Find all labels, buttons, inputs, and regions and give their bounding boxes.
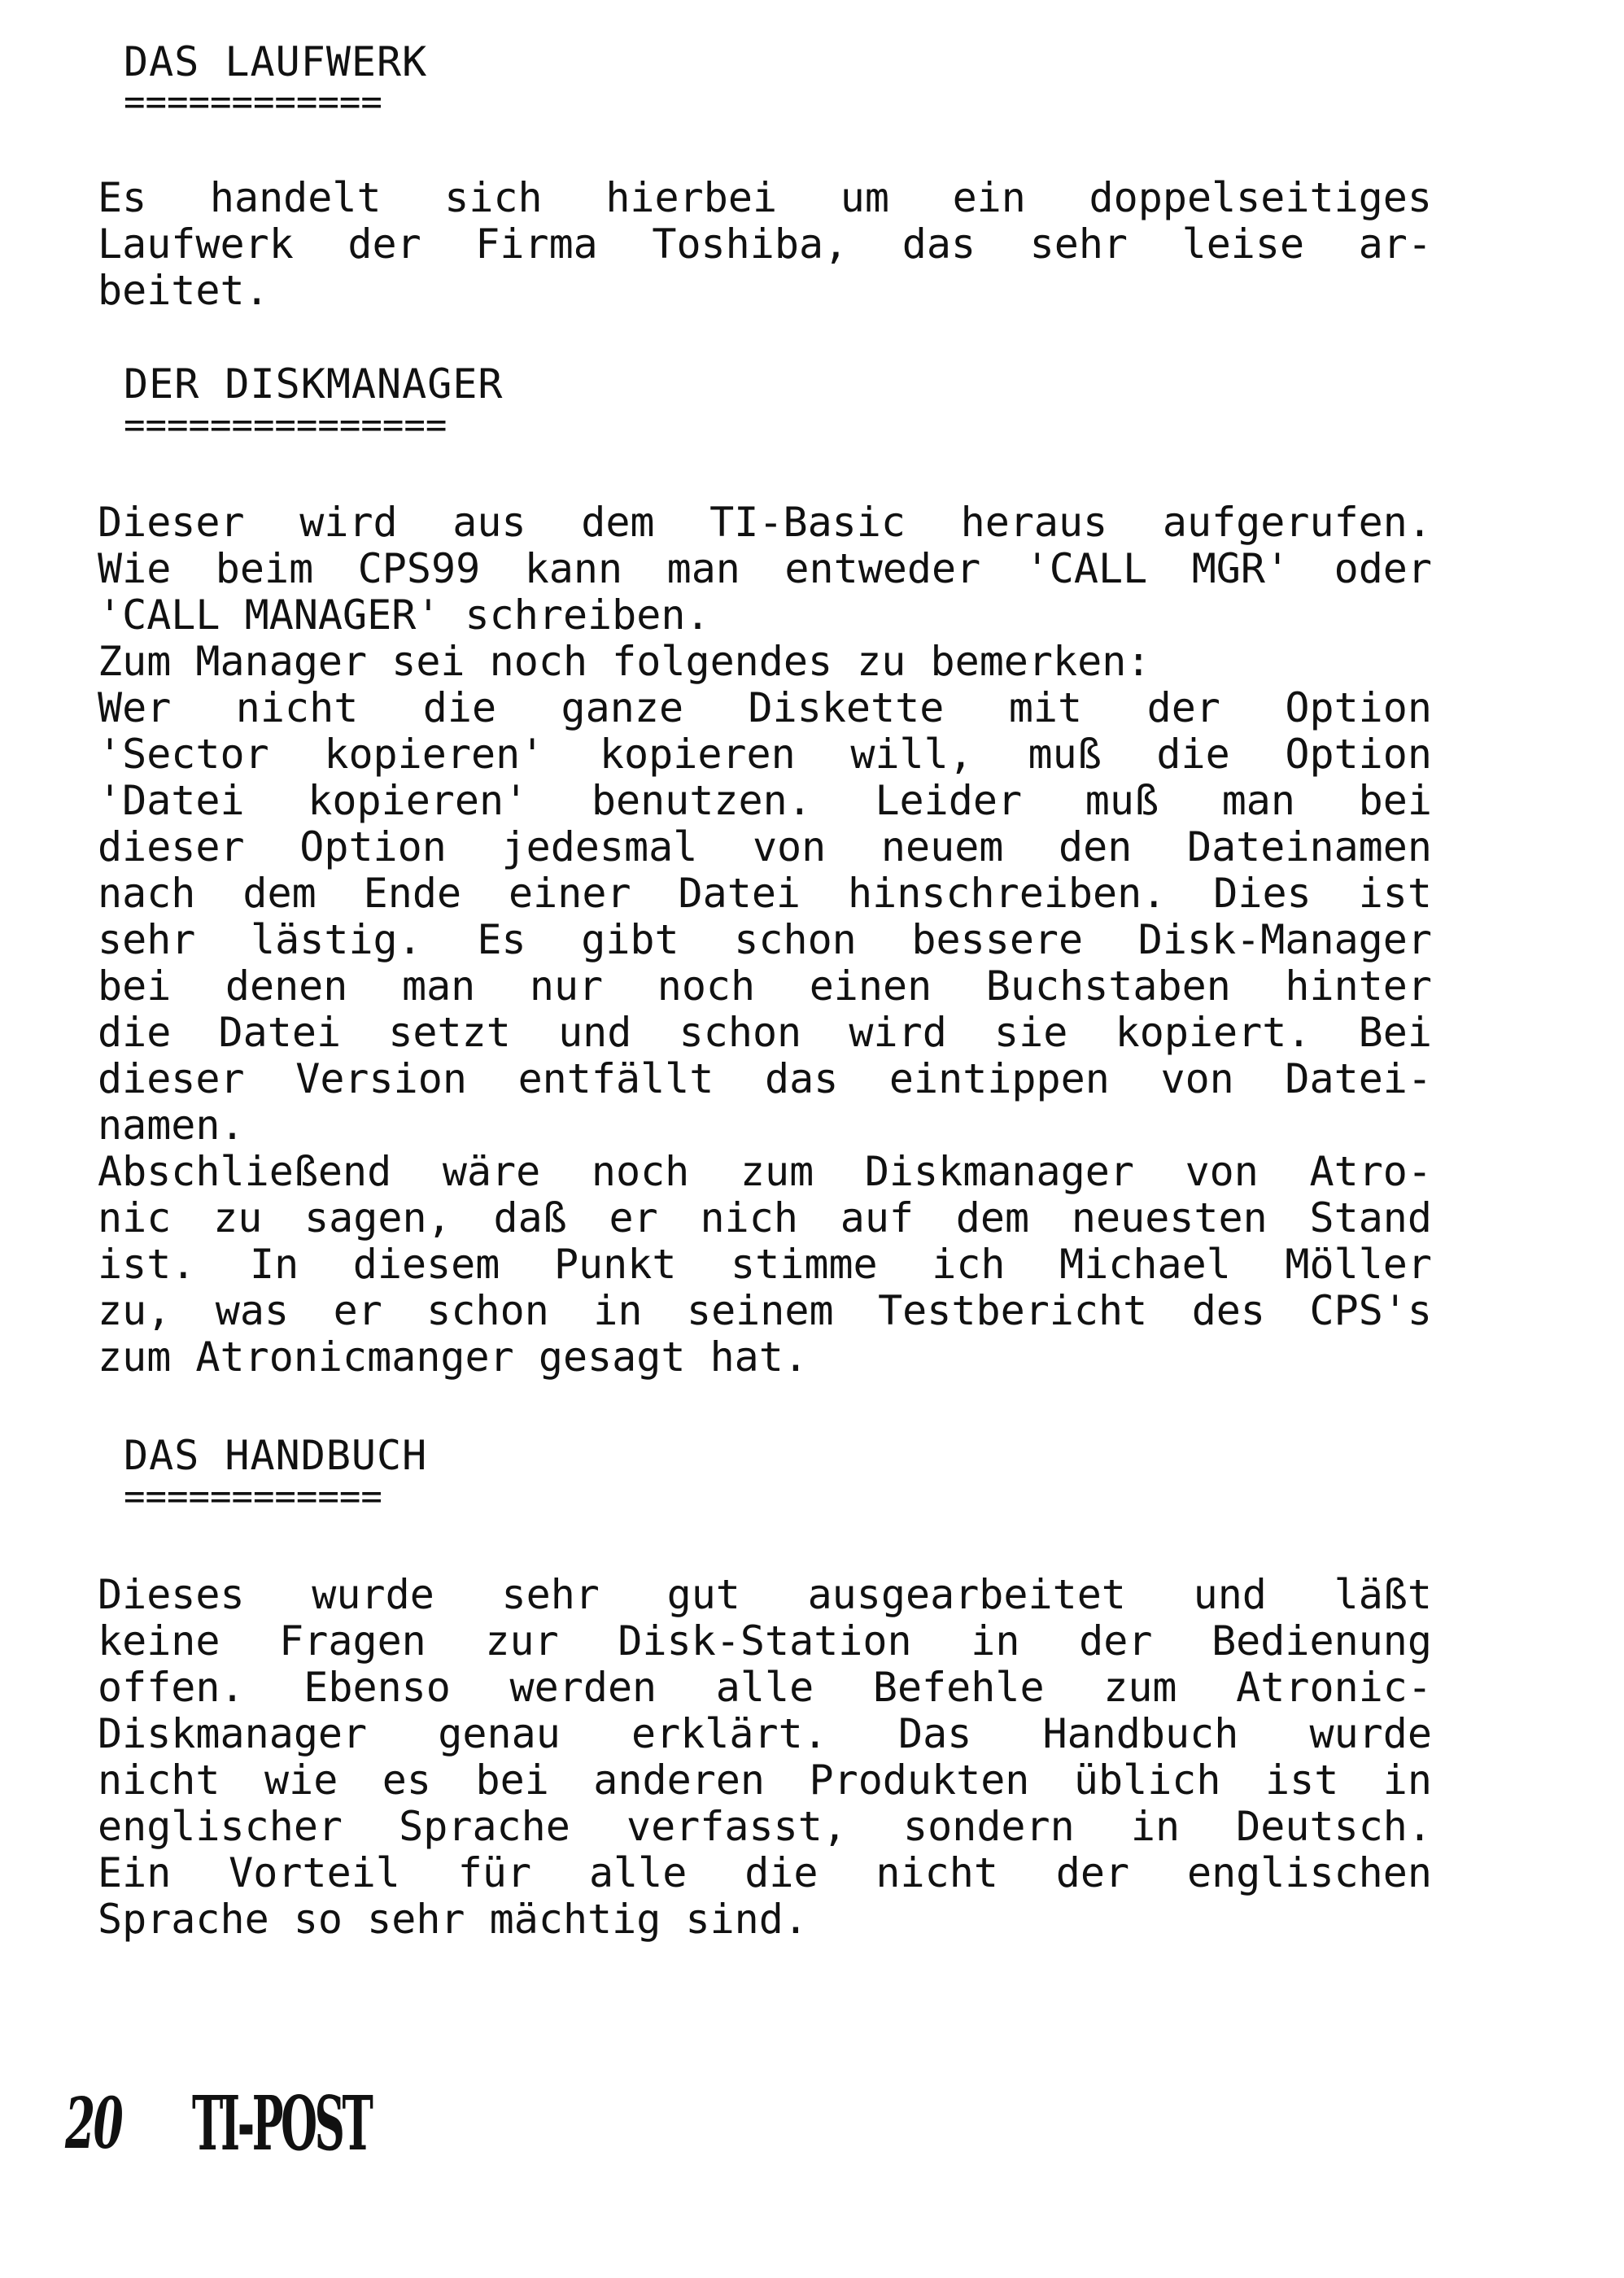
text-line: englischer Sprache verfasst, sondern in Deutsch. [98,1803,1432,1850]
text-line: 'Sector kopieren' kopieren will, muß die Option [98,731,1432,778]
heading-underline: ============ [124,1476,382,1517]
text-line: Es handelt sich hierbei um ein doppelseitiges [98,174,1432,221]
text-line: Diskmanager genau erklärt. Das Handbuch wurde [98,1710,1432,1757]
text-line: beitet. [98,267,269,314]
text-line: offen. Ebenso werden alle Befehle zum Atronic- [98,1664,1432,1711]
text-line: dieser Option jedesmal von neuem den Dateinamen [98,823,1432,871]
text-line: nach dem Ende einer Datei hinschreiben. Dies ist [98,870,1432,917]
text-line: Laufwerk der Firma Toshiba, das sehr leise ar- [98,220,1432,268]
text-line: Zum Manager sei noch folgendes zu bemerken: [98,638,1151,685]
text-line: Sprache so sehr mächtig sind. [98,1896,808,1943]
text-line: nicht wie es bei anderen Produkten üblich ist in [98,1757,1432,1804]
section-heading-diskmanager: DER DISKMANAGER [124,360,504,408]
page-number: 20 [65,2083,122,2165]
paragraph-diskmanager [98,500,1432,1381]
paragraph-laufwerk [98,175,1432,314]
heading-underline: ============ [124,81,382,123]
paragraph-handbuch [98,1572,1432,1943]
text-line: nic zu sagen, daß er nich auf dem neuesten Stand [98,1194,1432,1242]
section-heading-handbuch: DAS HANDBUCH [124,1432,428,1479]
heading-underline: =============== [124,404,447,446]
magazine-title: TI-POST [192,2079,371,2167]
text-line: keine Fragen zur Disk-Station in der Bedienung [98,1617,1432,1665]
text-line: Wie beim CPS99 kann man entweder 'CALL MGR' oder [98,545,1432,592]
text-line: zu, was er schon in seinem Testbericht des CPS's [98,1287,1432,1334]
text-line: namen. [98,1102,245,1149]
section-heading-laufwerk: DAS LAUFWERK [124,38,428,85]
text-line: Dieser wird aus dem TI-Basic heraus aufgerufen. [98,499,1432,546]
text-line: ist. In diesem Punkt stimme ich Michael Möller [98,1241,1432,1288]
text-line: die Datei setzt und schon wird sie kopiert. Bei [98,1009,1432,1056]
text-line: Abschließend wäre noch zum Diskmanager von Atro- [98,1148,1432,1195]
text-line: Dieses wurde sehr gut ausgearbeitet und läßt [98,1571,1432,1618]
text-line: 'Datei kopieren' benutzen. Leider muß man bei [98,777,1432,824]
text-line: zum Atronicmanger gesagt hat. [98,1333,808,1381]
text-line: Wer nicht die ganze Diskette mit der Option [98,684,1432,731]
text-line: Ein Vorteil für alle die nicht der englischen [98,1849,1432,1896]
text-line: 'CALL MANAGER' schreiben. [98,591,710,639]
text-line: bei denen man nur noch einen Buchstaben hinter [98,962,1432,1010]
text-line: sehr lästig. Es gibt schon bessere Disk-Manager [98,916,1432,963]
text-line: dieser Version entfällt das eintippen von Datei- [98,1055,1432,1102]
